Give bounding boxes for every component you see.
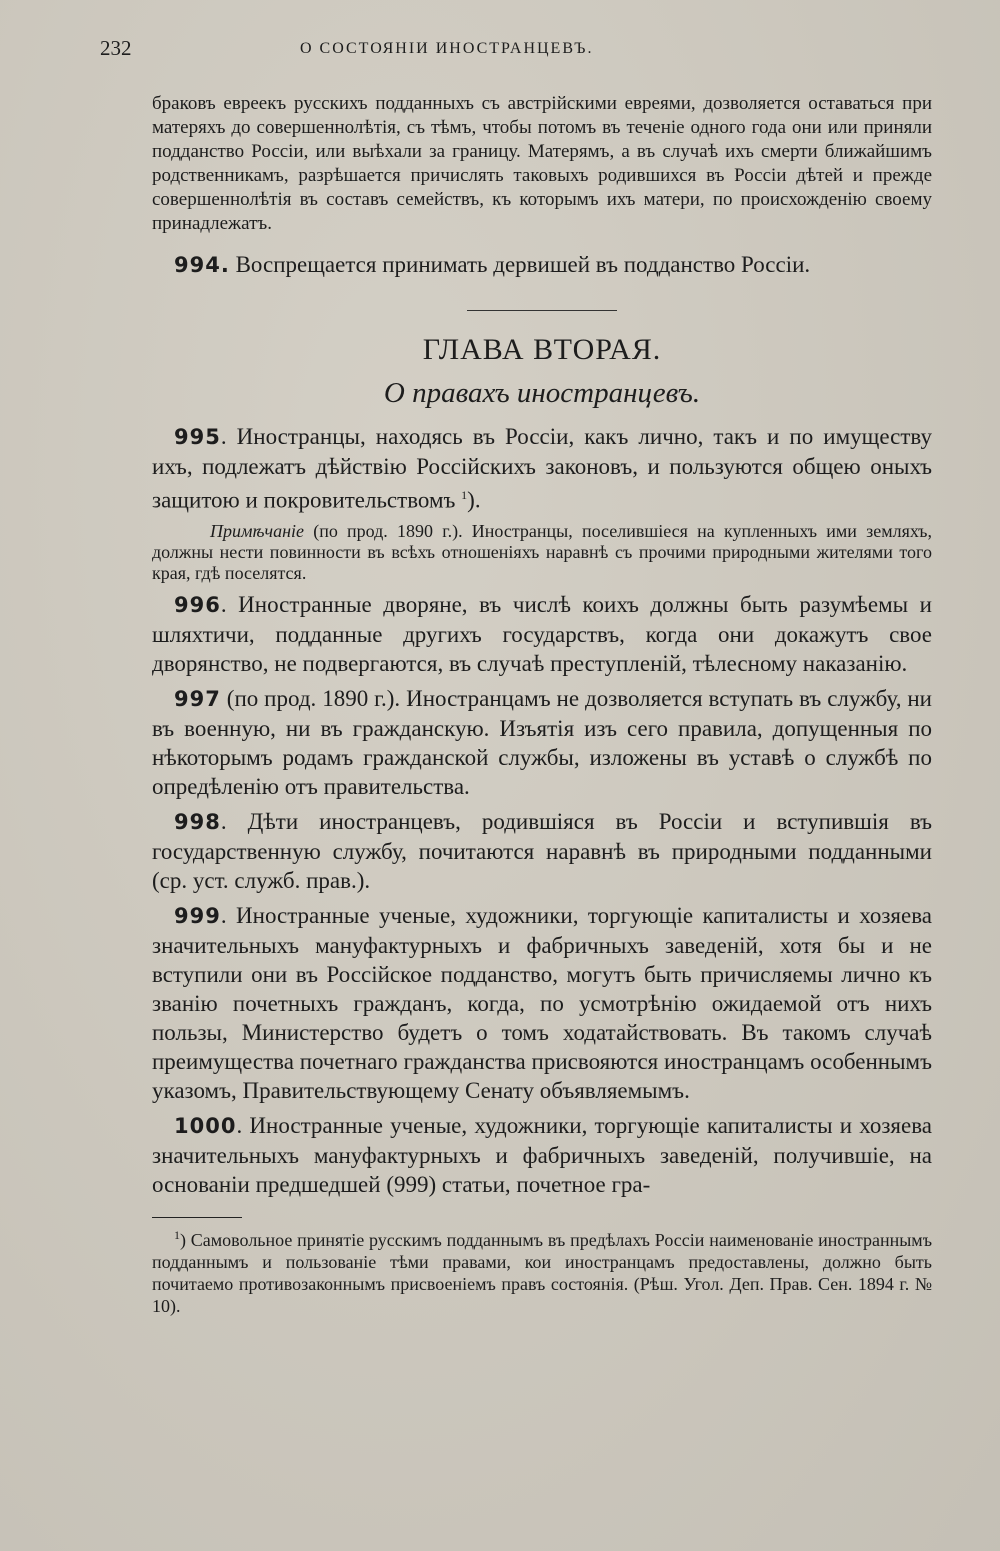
footnote-text: ) Самовольное принятіе русскимъ подданнымъ въ предѣлахъ Россіи наименованіе иностраннымъ подданнымъ и пользованіе тѣми правами, кои иностранцамъ предоставлены, должно быть почитаемо противозаконнымъ присвоеніемъ правъ состоянія. (Рѣш. Угол. Деп. Прав. Сен. 1894 г. № 10). — [152, 1229, 932, 1316]
article-text: . Иностранные дворяне, въ числѣ коихъ должны быть разумѣемы и шляхтичи, подданные другихъ государствъ, когда они докажутъ свое дворянство, не подвергаются, въ случаѣ преступленій, тѣлесному наказанію. — [152, 591, 932, 676]
page-body — [152, 92, 932, 1317]
footnote-reference: 1 — [461, 488, 468, 502]
article-number: 994. — [174, 253, 230, 277]
article-994 — [152, 250, 932, 280]
article-number: 998 — [174, 809, 221, 834]
chapter-title: ГЛАВА ВТОРАЯ. — [422, 333, 662, 366]
page-header — [100, 36, 920, 66]
article-995-note — [152, 521, 932, 584]
footnote-rule — [152, 1217, 242, 1218]
article-number: 999 — [174, 903, 221, 928]
footnote-marker: 1 — [174, 1227, 180, 1242]
article-number: 996 — [174, 592, 221, 617]
article-number: 995 — [174, 425, 221, 449]
article-text: . Дѣти иностранцевъ, родившіяся въ Россіи и вступившія въ государственную службу, почитаются наравнѣ въ природными подданными (ср. уст. служб. прав.). — [152, 808, 932, 893]
page-number: 232 — [100, 36, 132, 60]
article-text: . Иностранные ученые, художники, торгующіе капиталисты и хозяева значительныхъ мануфактурныхъ и фабричныхъ заведеній, хотя бы и не вступили они въ Россійское подданство, могутъ быть причисляемы лично къ званію почетныхъ гражданъ, когда, по усмотрѣнію ожидаемой отъ нихъ пользы, Министерство будетъ о томъ ходатайствовать. Въ такомъ случаѣ преимущества почетнаго гражданства присвояются иностранцамъ особеннымъ указомъ, Правительствующему Сенату объявляемымъ. — [152, 902, 932, 1103]
running-head: О СОСТОЯНІИ ИНОСТРАНЦЕВЪ. — [300, 40, 594, 57]
section-divider — [467, 310, 617, 311]
article-999 — [152, 901, 932, 1105]
note-lead: Примѣчаніе — [210, 520, 304, 541]
chapter-subtitle: О правахъ иностранцевъ. — [383, 377, 701, 409]
article-996 — [152, 590, 932, 678]
article-997 — [152, 684, 932, 801]
article-number: 1000 — [174, 1113, 237, 1138]
article-995 — [152, 422, 932, 515]
article-998 — [152, 807, 932, 895]
article-number: 997 — [174, 686, 221, 711]
article-text: . Иностранцы, находясь въ Россіи, какъ лично, такъ и по имуществу ихъ, подлежатъ дѣйствію Россійскихъ законовъ, и пользуются общею оныхъ защитою и покровительствомъ — [152, 424, 932, 513]
intro-paragraph: браковъ евреекъ русскихъ подданныхъ съ австрійскими евреями, дозволяется оставаться при матеряхъ до совершеннолѣтія, съ тѣмъ, чтобы потомъ въ теченіе одного года они или приняли подданство Россіи, или выѣхали за границу. Матерямъ, а въ случаѣ ихъ смерти ближайшимъ родственникамъ, разрѣшается причислять таковыхъ родившихся въ Россіи дѣтей и прежде совершеннолѣтія въ составъ семействъ, къ которымъ ихъ матери, по происхожденію своему принадлежатъ. — [152, 93, 932, 234]
article-text-end: ). — [467, 487, 481, 513]
footnote — [152, 1224, 932, 1317]
article-text: (по прод. 1890 г.). Иностранцамъ не дозволяется вступать въ службу, ни въ военную, ни въ гражданскую. Изъятія изъ сего правила, допущенныя по нѣкоторымъ родамъ гражданской службы, изложены въ уставѣ о службѣ по опредѣленію отъ правительства. — [152, 685, 932, 799]
article-text: Воспрещается принимать дервишей въ подданство Россіи. — [235, 252, 811, 277]
article-1000 — [152, 1111, 932, 1199]
note-text: (по прод. 1890 г.). Иностранцы, поселившіеся на купленныхъ ими земляхъ, должны нести повинности въ всѣхъ отношеніяхъ наравнѣ съ прочими природными жителями того края, гдѣ поселятся. — [152, 520, 932, 583]
article-text: . Иностранные ученые, художники, торгующіе капиталисты и хозяева значительныхъ мануфактурныхъ и фабричныхъ заведеній, получившіе, на основаніи предшедшей (999) статьи, почетное гра- — [152, 1112, 932, 1197]
